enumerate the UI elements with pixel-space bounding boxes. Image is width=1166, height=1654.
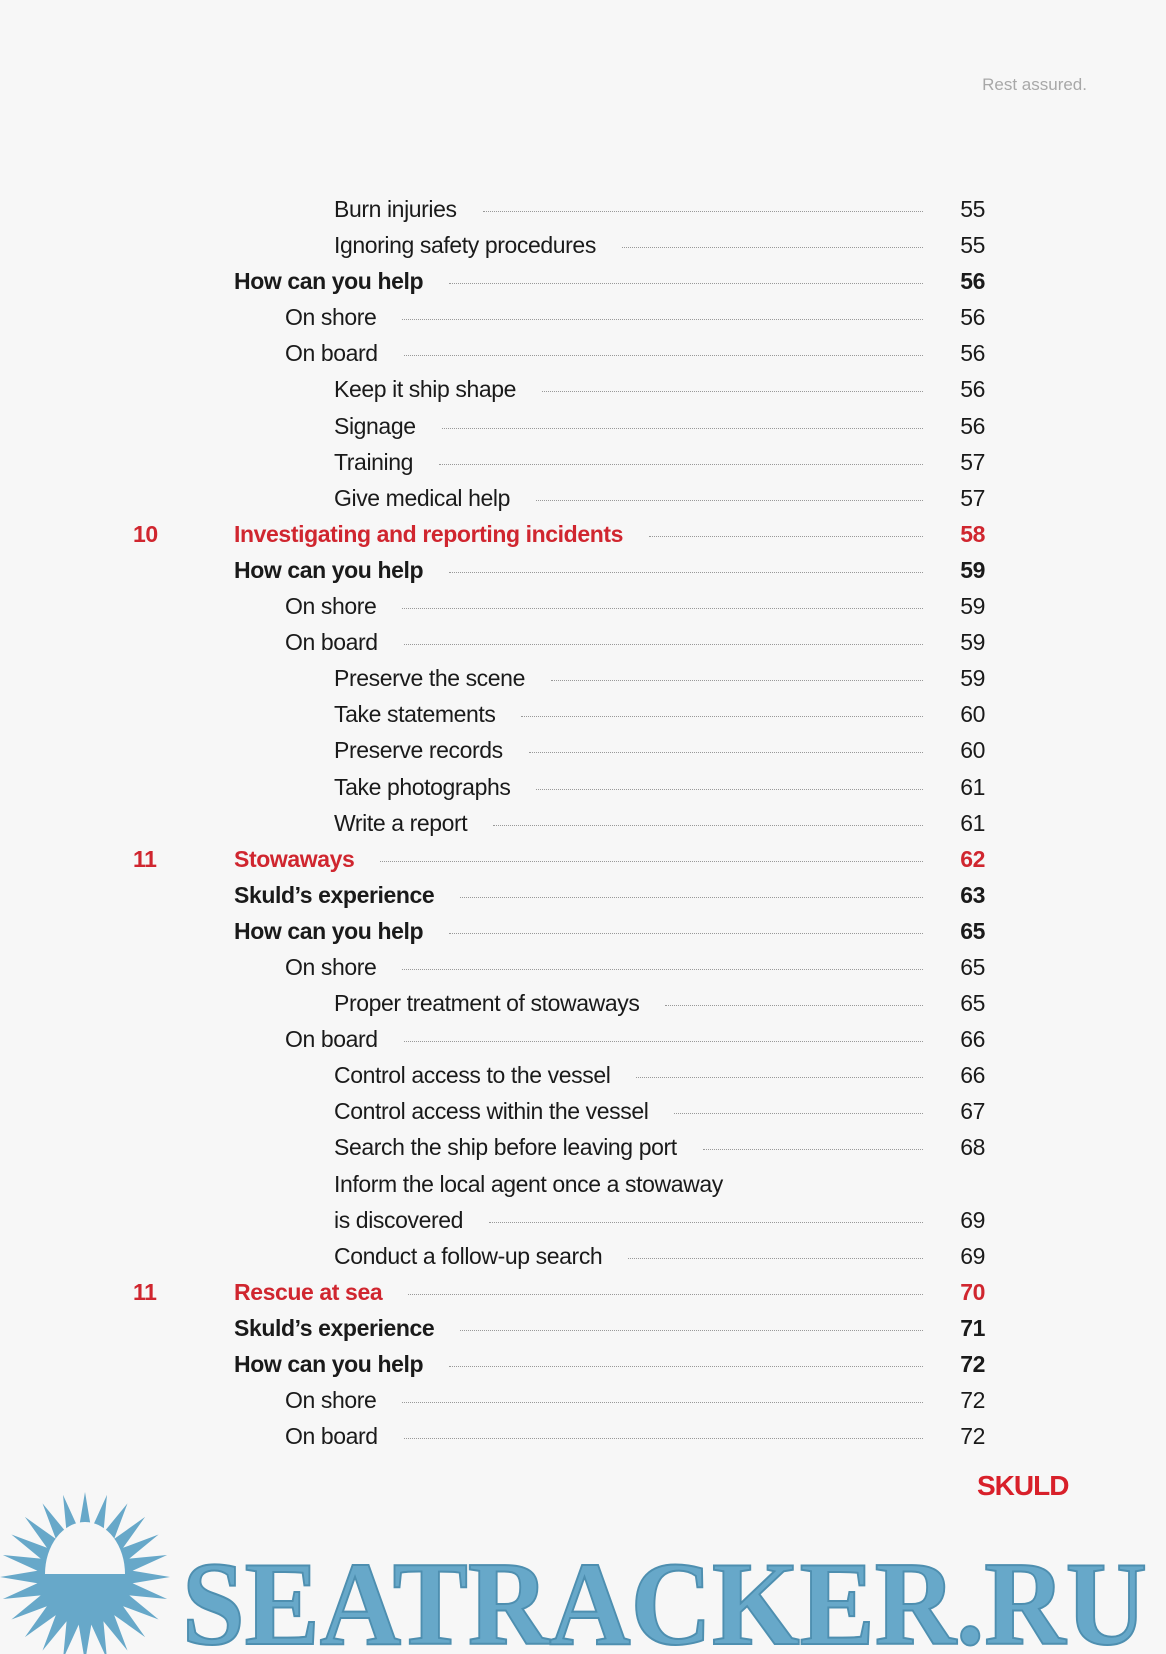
entry-title: How can you help: [234, 918, 449, 945]
dot-leader: [649, 536, 923, 537]
entry-title: Search the ship before leaving port: [334, 1134, 703, 1161]
toc-entry[interactable]: [0, 485, 1166, 521]
page-number: 57: [960, 448, 985, 475]
entry-title: On board: [285, 1026, 404, 1053]
page-number: 59: [960, 629, 985, 656]
page-number: 70: [960, 1278, 985, 1305]
page-number: 56: [960, 268, 985, 295]
entry-title: On shore: [285, 593, 402, 620]
dot-leader: [404, 355, 923, 356]
page-number: 72: [960, 1387, 985, 1414]
dot-leader: [460, 1330, 923, 1331]
chapter-number: 11: [133, 1278, 157, 1305]
dot-leader: [402, 1402, 923, 1403]
entry-title: Take photographs: [334, 774, 536, 801]
entry-title: How can you help: [234, 557, 449, 584]
entry-title: Write a report: [334, 810, 493, 837]
dot-leader: [536, 500, 923, 501]
dot-leader: [449, 283, 923, 284]
page-number: 60: [960, 737, 985, 764]
entry-title: Proper treatment of stowaways: [334, 990, 665, 1017]
dot-leader: [439, 464, 923, 465]
toc-entry[interactable]: [0, 413, 1166, 449]
toc-entry[interactable]: [0, 918, 1166, 954]
dot-leader: [404, 1438, 923, 1439]
entry-title: On shore: [285, 954, 402, 981]
dot-leader: [483, 211, 923, 212]
entry-title: Keep it ship shape: [334, 376, 542, 403]
toc-chapter-entry[interactable]: [0, 1279, 1166, 1315]
toc-entry[interactable]: [0, 1423, 1166, 1459]
toc-entry[interactable]: [0, 196, 1166, 232]
toc-entry[interactable]: [0, 1134, 1166, 1170]
sun-icon: [0, 1492, 170, 1654]
skuld-logo: SKULD: [977, 1470, 1069, 1501]
toc-entry[interactable]: [0, 557, 1166, 593]
page-number: 68: [960, 1134, 985, 1161]
page-number: 72: [960, 1351, 985, 1377]
dot-leader: [703, 1149, 923, 1150]
dot-leader: [489, 1222, 923, 1223]
page-number: 63: [960, 881, 985, 908]
toc-entry[interactable]: [0, 1171, 1166, 1207]
entry-title: is discovered: [334, 1207, 489, 1234]
toc-chapter-entry[interactable]: [0, 521, 1166, 557]
page-number: 58: [960, 520, 985, 547]
toc-entry[interactable]: [0, 1098, 1166, 1134]
entry-title: On shore: [285, 304, 402, 331]
entry-title: Rescue at sea: [234, 1279, 408, 1306]
dot-leader: [536, 789, 923, 790]
page-number: 56: [960, 340, 985, 367]
entry-title: Ignoring safety procedures: [334, 232, 622, 259]
dot-leader: [402, 608, 923, 609]
page-number: 65: [960, 990, 985, 1017]
dot-leader: [449, 1366, 923, 1367]
entry-title: Control access to the vessel: [334, 1062, 636, 1089]
dot-leader: [636, 1077, 923, 1078]
table-of-contents: [0, 196, 1166, 1459]
dot-leader: [493, 825, 923, 826]
page-number: 61: [960, 773, 985, 800]
toc-entry[interactable]: [0, 304, 1166, 340]
toc-entry[interactable]: [0, 1026, 1166, 1062]
toc-entry[interactable]: [0, 1062, 1166, 1098]
page-number: 57: [960, 484, 985, 511]
seatracker-watermark-logo: [0, 1482, 1166, 1654]
entry-title: Inform the local agent once a stowaway: [334, 1171, 749, 1198]
toc-entry[interactable]: [0, 629, 1166, 665]
dot-leader: [460, 897, 923, 898]
entry-title: Control access within the vessel: [334, 1098, 674, 1125]
page-number: 60: [960, 701, 985, 728]
page-number: 65: [960, 953, 985, 980]
dot-leader: [404, 1041, 923, 1042]
page-number: 56: [960, 304, 985, 331]
page-number: 59: [960, 665, 985, 692]
entry-title: On board: [285, 629, 404, 656]
toc-entry[interactable]: [0, 376, 1166, 412]
dot-leader: [551, 680, 923, 681]
dot-leader: [529, 752, 923, 753]
page-number: 62: [960, 845, 985, 872]
entry-title: On board: [285, 340, 404, 367]
entry-title: Give medical help: [334, 485, 536, 512]
page-number: 72: [960, 1423, 985, 1450]
toc-entry[interactable]: [0, 882, 1166, 918]
toc-entry[interactable]: [0, 665, 1166, 701]
dot-leader: [442, 428, 923, 429]
entry-title: Burn injuries: [334, 196, 483, 223]
toc-entry[interactable]: [0, 1351, 1166, 1387]
toc-entry[interactable]: [0, 232, 1166, 268]
entry-title: Skuld’s experience: [234, 882, 460, 909]
page-number: 59: [960, 593, 985, 620]
entry-title: Stowaways: [234, 846, 380, 873]
page-number: 69: [960, 1242, 985, 1269]
dot-leader: [628, 1258, 923, 1259]
chapter-number: 11: [133, 845, 157, 872]
page-number: 71: [960, 1314, 985, 1341]
dot-leader: [674, 1113, 923, 1114]
entry-title: Signage: [334, 413, 442, 440]
dot-leader: [402, 969, 923, 970]
entry-title: Conduct a follow-up search: [334, 1243, 628, 1270]
toc-entry[interactable]: [0, 810, 1166, 846]
page-number: 59: [960, 556, 985, 583]
page-number: 61: [960, 809, 985, 836]
toc-entry[interactable]: [0, 1387, 1166, 1423]
page-number: 56: [960, 376, 985, 403]
entry-title: On shore: [285, 1387, 402, 1414]
entry-title: Skuld’s experience: [234, 1315, 460, 1342]
entry-title: On board: [285, 1423, 404, 1450]
toc-entry[interactable]: [0, 593, 1166, 629]
toc-entry[interactable]: [0, 340, 1166, 376]
dot-leader: [402, 319, 923, 320]
page-number: 66: [960, 1062, 985, 1089]
dot-leader: [521, 716, 923, 717]
header-tagline: Rest assured.: [982, 75, 1087, 94]
toc-entry[interactable]: [0, 1207, 1166, 1243]
dot-leader: [380, 861, 923, 862]
toc-entry[interactable]: [0, 268, 1166, 304]
page-number: 65: [960, 917, 985, 944]
watermark-text: SEATRACKER.RU: [182, 1537, 1147, 1654]
toc-entry[interactable]: [0, 774, 1166, 810]
page-number: 66: [960, 1026, 985, 1053]
toc-entry[interactable]: [0, 701, 1166, 737]
toc-entry[interactable]: [0, 449, 1166, 485]
dot-leader: [542, 391, 923, 392]
toc-entry[interactable]: [0, 1243, 1166, 1279]
dot-leader: [622, 247, 923, 248]
toc-entry[interactable]: [0, 737, 1166, 773]
dot-leader: [449, 572, 923, 573]
entry-title: Take statements: [334, 701, 521, 728]
chapter-number: 10: [133, 520, 158, 547]
page-number: 55: [960, 196, 985, 222]
toc-chapter-entry[interactable]: [0, 846, 1166, 882]
entry-title: How can you help: [234, 1351, 449, 1378]
toc-entry[interactable]: [0, 990, 1166, 1026]
entry-title: Preserve the scene: [334, 665, 551, 692]
entry-title: How can you help: [234, 268, 449, 295]
page-number: 55: [960, 232, 985, 259]
dot-leader: [449, 933, 923, 934]
dot-leader: [408, 1294, 923, 1295]
dot-leader: [665, 1005, 923, 1006]
toc-entry[interactable]: [0, 954, 1166, 990]
entry-title: Investigating and reporting incidents: [234, 521, 649, 548]
entry-title: Training: [334, 449, 439, 476]
page-number: 69: [960, 1206, 985, 1233]
page-number: 56: [960, 412, 985, 439]
dot-leader: [404, 644, 923, 645]
entry-title: Preserve records: [334, 737, 529, 764]
page-number: 67: [960, 1098, 985, 1125]
toc-entry[interactable]: [0, 1315, 1166, 1351]
